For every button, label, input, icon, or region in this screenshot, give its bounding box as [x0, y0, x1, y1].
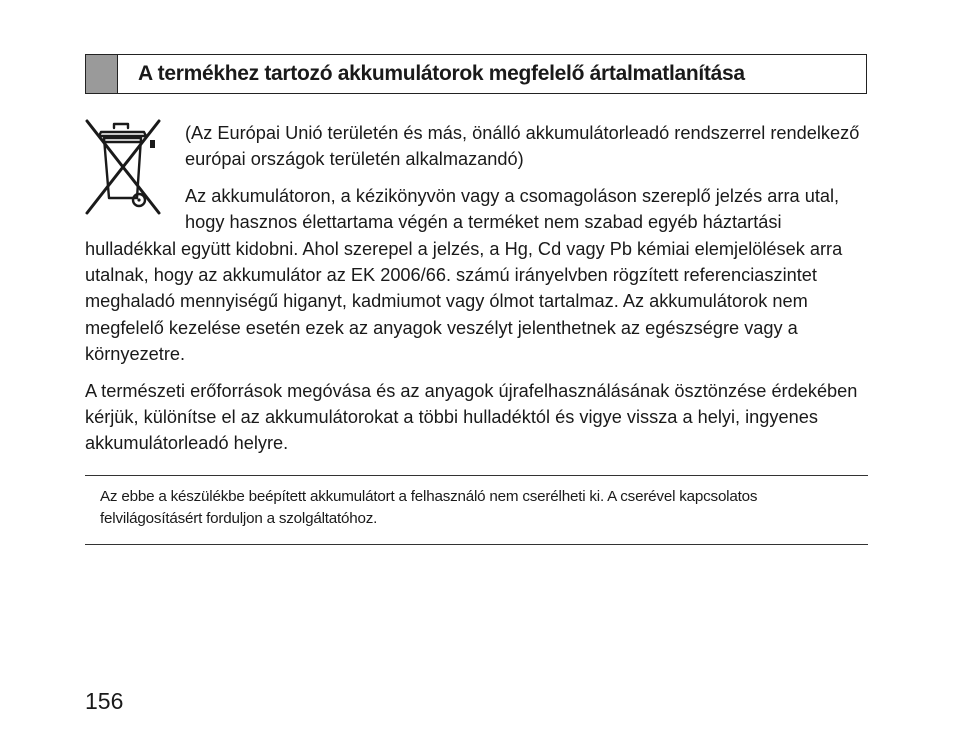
section-title: A termékhez tartozó akkumulátorok megfelelő ártalmatlanítása: [138, 62, 745, 85]
page-number: 156: [85, 688, 124, 714]
title-marker: [86, 55, 118, 93]
scope-paragraph: (Az Európai Unió területén és más, önálló akkumulátorleadó rendszerrel rendelkező európai országok területén alkalmazandó): [185, 123, 860, 170]
note-text: Az ebbe a készülékbe beépített akkumulátort a felhasználó nem cserélheti ki. A cserével kapcsolatos felvilágosításért forduljon a szolgáltatóhoz.: [100, 488, 758, 527]
icon-space: [85, 120, 185, 220]
main-text: [85, 120, 875, 457]
symbol-paragraph: Az akkumulátoron, a kézikönyvön vagy a csomagoláson szereplő jelzés arra utal, hogy hasznos élettartama végén a terméket nem szabad egyéb háztartási hulladékkal együtt kidobni. Ahol szerepel a jelzés, a Hg, Cd vagy Pb kémiai elemjelölések arra utalnak, hogy az akkumulátor az EK 2006/66. számú irányelvben rögzített referenciaszintet meghaladó mennyiségű higanyt, kadmiumot vagy ólmot tartalmaz. Az akkumulátorok nem megfelelő kezelése esetén ezek az anyagok veszélyt jelenthetnek az egészségre vagy a környezetre.: [85, 185, 843, 365]
recycling-paragraph: A természeti erőforrások megóvása és az anyagok újrafelhasználásának ösztönzése érdekében kérjük, különítse el az akkumulátorokat a többi hulladéktól és vigye vissza a helyi, ingyenes akkumulátorleadó helyre.: [85, 380, 858, 454]
note-divider-top: [85, 475, 868, 476]
note-divider-bottom: [85, 544, 868, 545]
section-title-bar: [85, 54, 867, 94]
